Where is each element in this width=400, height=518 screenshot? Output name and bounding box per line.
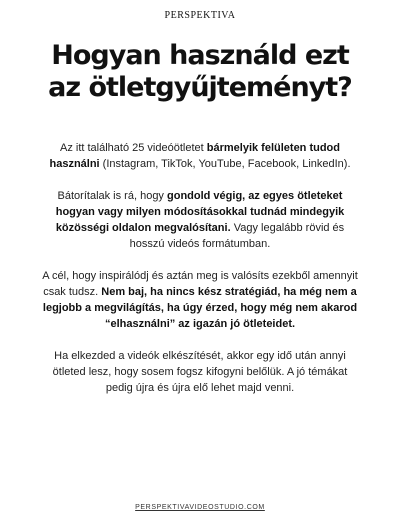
footer-website-link[interactable]: PERSPEKTIVAVIDEOSTUDIO.COM xyxy=(135,504,265,511)
paragraph-1 xyxy=(38,140,362,172)
title-line-1: Hogyan használd ezt xyxy=(51,40,349,71)
paragraph-2 xyxy=(38,188,362,252)
p2-bold-1: gondold végig, az egyes ötleteket hogyan vagy milyen módosításokkal tudnád mindegyik közösségi oldalon megvalósítani. xyxy=(55,190,345,234)
brand-logo: PERSPEKTIVA xyxy=(164,10,236,21)
paragraph-4 xyxy=(38,348,362,396)
paragraph-3 xyxy=(38,268,362,332)
title-line-2: az ötletgyűjteményt? xyxy=(48,72,352,103)
p4-text-1: Ha elkezded a videók elkészítését, akkor egy idő után annyi ötleted lesz, hogy sosem fogsz kifogyni belőlük. A jó témákat pedig újra és újra elő lehet majd venni. xyxy=(52,350,348,394)
p1-text-1: Az itt található 25 videóötletet xyxy=(59,142,207,154)
body-text xyxy=(38,140,362,412)
p3-bold-1: Nem baj, ha nincs kész stratégiád, ha még nem a legjobb a megvilágítás, ha úgy érzed, hogy még nem akarod “elhasználni” az igazán jó ötleteidet. xyxy=(42,286,358,330)
p2-text-1: Bátorítalak is rá, hogy xyxy=(57,190,167,202)
p2-text-2: Vagy legalább rövid és hosszú videós formátumban. xyxy=(129,222,345,250)
page-title xyxy=(20,40,380,104)
p1-bold-1: bármelyik felületen tudod használni xyxy=(49,142,340,170)
p3-text-1: A cél, hogy inspirálódj és aztán meg is valósíts ezekből amennyit csak tudsz. xyxy=(42,270,358,298)
p1-text-2: (Instagram, TikTok, YouTube, Facebook, LinkedIn). xyxy=(99,158,351,170)
